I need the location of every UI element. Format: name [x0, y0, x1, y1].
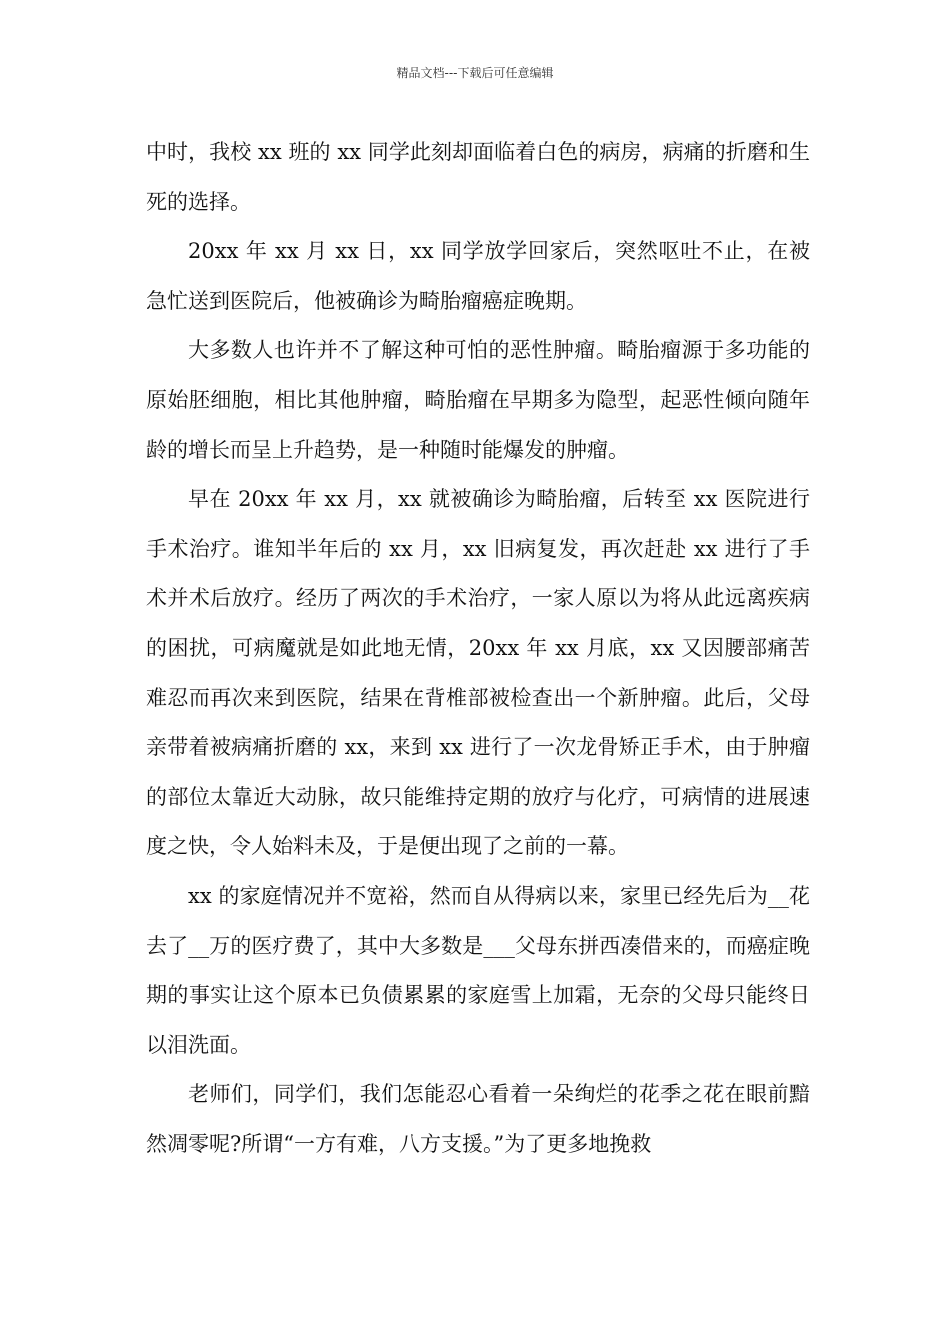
- paragraph: 20xx 年 xx 月 xx 日，xx 同学放学回家后，突然呕吐不止，在被急忙送到医院后，他被确诊为畸胎瘤癌症晚期。: [146, 239, 810, 313]
- paragraph: 大多数人也许并不了解这种可怕的恶性肿瘤。畸胎瘤源于多功能的原始胚细胞，相比其他肿瘤，畸胎瘤在早期多为隐型，起恶性倾向随年龄的增长而呈上升趋势，是一种随时能爆发的肿瘤。: [146, 338, 810, 462]
- paragraph: xx 的家庭情况并不宽裕，然而自从得病以来，家里已经先后为__花去了__万的医疗费了，其中大多数是___父母东拼西凑借来的，而癌症晚期的事实让这个原本已负债累累的家庭雪上加霜，无奈的父母只能终日以泪洗面。: [146, 883, 810, 1057]
- paragraph: 老师们，同学们，我们怎能忍心看着一朵绚烂的花季之花在眼前黯然凋零呢?所谓“一方有难，八方支援。”为了更多地挽救: [146, 1082, 810, 1156]
- page-header: 精品文档---下载后可任意编辑: [396, 66, 554, 80]
- document-body: [146, 128, 810, 1169]
- paragraph: 早在 20xx 年 xx 月，xx 就被确诊为畸胎瘤，后转至 xx 医院进行手术治疗。谁知半年后的 xx 月，xx 旧病复发，再次赶赴 xx 进行了手术并术后放疗。经历了两次的手术治疗，一家人原以为将从此远离疾病的困扰，可病魔就是如此地无情，20xx 年 xx 月底，xx 又因腰部痛苦难忍而再次来到医院，结果在背椎部被检查出一个新肿瘤。此后，父母亲带着被病痛折磨的 xx，来到 xx 进行了一次龙骨矫正手术，由于肿瘤的部位太靠近大动脉，故只能维持定期的放疗与化疗，可病情的进展速度之快，令人始料未及，于是便出现了之前的一幕。: [146, 487, 810, 859]
- paragraph-continuation: 中时，我校 xx 班的 xx 同学此刻却面临着白色的病房，病痛的折磨和生死的选择。: [146, 140, 810, 214]
